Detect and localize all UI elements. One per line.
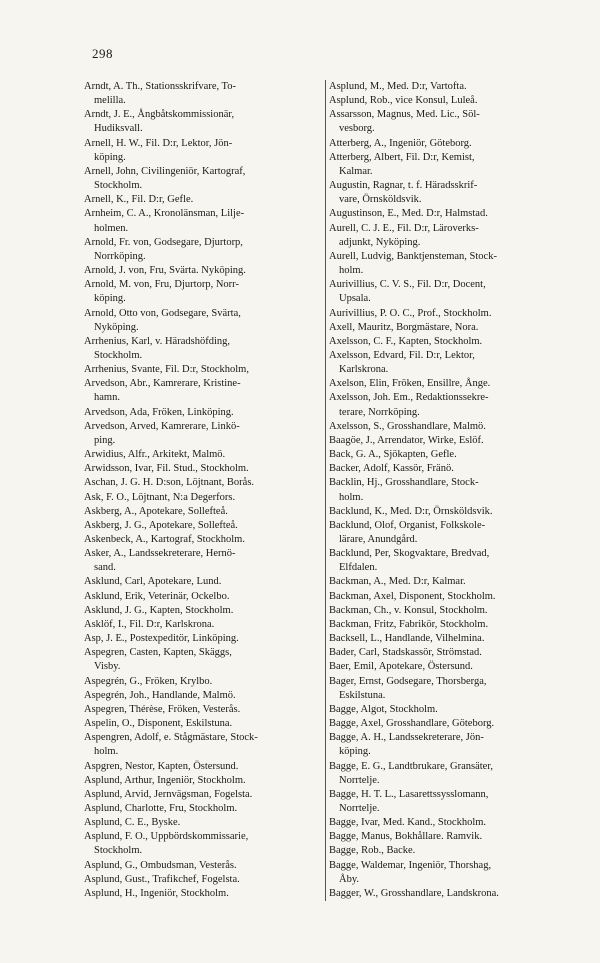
entry-continuation: Stockholm. [94, 349, 143, 361]
page-number: 298 [92, 46, 113, 61]
entry-line: Arwidius, Alfr., Arkitekt, Malmö. [84, 449, 226, 461]
entry-line: Augustinson, E., Med. D:r, Halmstad. [329, 208, 488, 220]
entry-line: Backlund, Olof, Organist, Folkskole- [329, 519, 486, 531]
entry-line: Arvedson, Ada, Fröken, Linköping. [84, 406, 234, 418]
entry-continuation: vare, Örnsköldsvik. [339, 194, 422, 206]
entry-line: Asker, A., Landssekreterare, Hernö- [84, 548, 236, 560]
entry-continuation: köping. [94, 151, 126, 163]
entry-line: Arrhenius, Karl, v. Häradshöfding, [84, 335, 230, 347]
entry-line: Axelsson, S., Grosshandlare, Malmö. [329, 420, 486, 432]
directory-entry [84, 193, 329, 207]
entry-line: Backman, A., Med. D:r, Kalmar. [329, 576, 466, 588]
directory-entry [84, 575, 329, 589]
entry-continuation: Åby. [339, 873, 360, 885]
directory-entry [329, 349, 579, 377]
entry-line: Arvedson, Arved, Kamrerare, Linkö- [84, 420, 240, 432]
directory-entry [329, 703, 579, 717]
entry-line: Arnold, Fr. von, Godsegare, Djurtorp, [84, 236, 243, 248]
directory-entry [329, 335, 579, 349]
entry-line: Asplund, Rob., vice Konsul, Luleå. [329, 95, 478, 107]
directory-entry [84, 618, 329, 632]
entry-line: Backlin, Hj., Grosshandlare, Stock- [329, 477, 479, 489]
entry-line: Bagge, E. G., Landtbrukare, Gransäter, [329, 760, 494, 772]
directory-entry [329, 675, 579, 703]
entry-line: Backman, Fritz, Fabrikör, Stockholm. [329, 618, 489, 630]
entry-line: Axelson, Elin, Fröken, Ensillre, Ånge. [329, 378, 491, 390]
entry-line: Arnold, Otto von, Godsegare, Svärta, [84, 307, 241, 319]
entry-line: Arwidsson, Ivar, Fil. Stud., Stockholm. [84, 463, 249, 475]
left-column [84, 80, 329, 901]
directory-entry [84, 335, 329, 363]
entry-continuation: Upsala. [339, 293, 371, 305]
directory-entry [84, 816, 329, 830]
directory-entry [84, 236, 329, 264]
entry-line: Bagge, Algot, Stockholm. [329, 703, 438, 715]
entry-line: Arvedson, Abr., Kamrerare, Kristine- [84, 378, 241, 390]
entry-line: Aspengren, Adolf, e. Stågmästare, Stock- [84, 732, 258, 744]
directory-entry [84, 547, 329, 575]
directory-entry [329, 434, 579, 448]
entry-continuation: holm. [339, 265, 364, 277]
entry-continuation: holm. [339, 491, 364, 503]
directory-entry [329, 618, 579, 632]
entry-line: Asklund, Erik, Veterinär, Ockelbo. [84, 590, 230, 602]
entry-continuation: adjunkt, Nyköping. [339, 236, 421, 248]
directory-entry [84, 887, 329, 901]
directory-entry [329, 547, 579, 575]
entry-line: Aurell, Ludvig, Banktjensteman, Stock- [329, 250, 497, 262]
directory-entry [329, 760, 579, 788]
directory-entry [329, 420, 579, 434]
entry-line: Aschan, J. G. H. D:son, Löjtnant, Borås. [84, 477, 255, 489]
directory-entry [329, 731, 579, 759]
directory-entry [84, 363, 329, 377]
entry-line: Atterberg, A., Ingeniör, Göteborg. [329, 137, 472, 149]
entry-continuation: holm. [94, 746, 119, 758]
directory-entry [84, 462, 329, 476]
entry-continuation: vesborg. [339, 123, 375, 135]
directory-entry [329, 448, 579, 462]
entry-line: Axelsson, C. F., Kapten, Stockholm. [329, 335, 483, 347]
entry-line: Asklund, J. G., Kapten, Stockholm. [84, 604, 234, 616]
entry-line: Backman, Ch., v. Konsul, Stockholm. [329, 604, 488, 616]
entry-line: Asplund, Arthur, Ingeniör, Stockholm. [84, 774, 246, 786]
entry-continuation: Stockholm. [94, 180, 143, 192]
directory-entry [329, 859, 579, 887]
directory-entry [329, 887, 579, 901]
directory-entry [84, 448, 329, 462]
directory-entry [329, 660, 579, 674]
entry-line: Bagge, Manus, Bokhållare. Ramvik. [329, 831, 483, 843]
entry-line: Backsell, L., Handlande, Vilhelmina. [329, 633, 485, 645]
directory-entry [84, 278, 329, 306]
directory-entry [329, 94, 579, 108]
entry-line: Bagge, Rob., Backe. [329, 845, 416, 857]
directory-entry [329, 137, 579, 151]
entry-line: Backlund, K., Med. D:r, Örnsköldsvik. [329, 505, 493, 517]
directory-entry [84, 675, 329, 689]
entry-line: Bagge, A. H., Landssekreterare, Jön- [329, 732, 484, 744]
directory-entry [329, 321, 579, 335]
entry-line: Bagger, W., Grosshandlare, Landskrona. [329, 887, 499, 899]
entry-continuation: Norrtelje. [339, 774, 380, 786]
entry-continuation: Nyköping. [94, 321, 139, 333]
directory-entry [84, 646, 329, 674]
directory-entry [84, 505, 329, 519]
directory-entry [84, 108, 329, 136]
directory-entry [329, 476, 579, 504]
directory-entry [84, 207, 329, 235]
entry-continuation: melilla. [94, 95, 126, 107]
entry-line: Backlund, Per, Skogvaktare, Bredvad, [329, 548, 490, 560]
directory-entry [329, 830, 579, 844]
entry-line: Atterberg, Albert, Fil. D:r, Kemist, [329, 151, 475, 163]
entry-continuation: hamn. [94, 392, 120, 404]
entry-line: Aurivillius, C. V. S., Fil. D:r, Docent, [329, 279, 486, 291]
entry-line: Aspegren, Thérèse, Fröken, Vesterås. [84, 703, 241, 715]
entry-line: Asplund, Arvid, Jernvägsman, Fogelsta. [84, 788, 253, 800]
entry-line: Backman, Axel, Disponent, Stockholm. [329, 590, 496, 602]
directory-entry [329, 632, 579, 646]
directory-entry [329, 604, 579, 618]
entry-line: Axell, Mauritz, Borgmästare, Nora. [329, 321, 479, 333]
entry-line: Bader, Carl, Stadskassör, Strömstad. [329, 647, 482, 659]
entry-line: Bagge, Ivar, Med. Kand., Stockholm. [329, 817, 487, 829]
entry-continuation: sand. [94, 562, 116, 574]
entry-continuation: köping. [339, 746, 371, 758]
entry-line: Bager, Ernst, Godsegare, Thorsberga, [329, 675, 487, 687]
entry-line: Aspelin, O., Disponent, Eskilstuna. [84, 718, 233, 730]
directory-entry [329, 816, 579, 830]
directory-entry [329, 207, 579, 221]
entry-line: Aurivillius, P. O. C., Prof., Stockholm. [329, 307, 492, 319]
directory-entry [329, 519, 579, 547]
directory-entry [84, 717, 329, 731]
directory-entry [84, 533, 329, 547]
entry-line: Aspegren, Casten, Kapten, Skäggs, [84, 647, 232, 659]
directory-entry [329, 151, 579, 179]
directory-entry [84, 774, 329, 788]
directory-entry [84, 406, 329, 420]
entry-line: Aspgren, Nestor, Kapten, Östersund. [84, 760, 239, 772]
entry-line: Augustin, Ragnar, t. f. Häradsskrif- [329, 180, 478, 192]
entry-line: Asklöf, I., Fil. D:r, Karlskrona. [84, 618, 215, 630]
entry-line: Aspegrén, Joh., Handlande, Malmö. [84, 689, 236, 701]
directory-entry [329, 590, 579, 604]
entry-continuation: köping. [94, 293, 126, 305]
directory-entry [84, 519, 329, 533]
directory-entry [84, 760, 329, 774]
directory-entry [84, 830, 329, 858]
entry-line: Asplund, Charlotte, Fru, Stockholm. [84, 802, 238, 814]
directory-entry [84, 377, 329, 405]
entry-continuation: Norrtelje. [339, 802, 380, 814]
directory-entry [329, 377, 579, 391]
entry-line: Arnold, J. von, Fru, Svärta. Nyköping. [84, 265, 246, 277]
directory-entry [329, 391, 579, 419]
directory-entry [329, 250, 579, 278]
entry-line: Arnell, John, Civilingeniör, Kartograf, [84, 165, 246, 177]
entry-line: Asplund, Gust., Trafikchef, Fogelsta. [84, 873, 240, 885]
directory-entry [84, 731, 329, 759]
directory-entry [84, 476, 329, 490]
entry-line: Aurell, C. J. E., Fil. D:r, Läroverks- [329, 222, 479, 234]
directory-entry [329, 505, 579, 519]
entry-line: Asp, J. E., Postexpeditör, Linköping. [84, 633, 239, 645]
directory-entry [84, 859, 329, 873]
directory-entry [329, 717, 579, 731]
directory-entry [84, 307, 329, 335]
entry-line: Arndt, A. Th., Stationsskrifvare, To- [84, 81, 236, 92]
entry-line: Asplund, C. E., Byske. [84, 817, 181, 829]
directory-entry [84, 689, 329, 703]
entry-line: Baagöe, J., Arrendator, Wirke, Eslöf. [329, 434, 484, 446]
directory-entry [84, 788, 329, 802]
entry-line: Arnell, K., Fil. D:r, Gefle. [84, 194, 194, 206]
entry-continuation: Karlskrona. [339, 364, 389, 376]
directory-entry [329, 80, 579, 94]
entry-line: Back, G. A., Sjökapten, Gefle. [329, 449, 457, 461]
directory-entry [84, 420, 329, 448]
entry-continuation: Elfdalen. [339, 562, 378, 574]
directory-entry [329, 222, 579, 250]
entry-line: Ask, F. O., Löjtnant, N:a Degerfors. [84, 491, 236, 503]
entry-continuation: terare, Norrköping. [339, 406, 420, 418]
directory-entry [84, 873, 329, 887]
entry-continuation: Norrköping. [94, 250, 146, 262]
entry-line: Arnheim, C. A., Kronolänsman, Lilje- [84, 208, 245, 220]
entry-continuation: lärare, Anundgård. [339, 534, 418, 545]
entry-line: Bagge, Waldemar, Ingeniör, Thorshag, [329, 859, 492, 871]
directory-entry [84, 137, 329, 165]
entry-line: Askberg, J. G., Apotekare, Sollefteå. [84, 519, 238, 531]
directory-entry [84, 165, 329, 193]
entry-continuation: Eskilstuna. [339, 689, 386, 701]
entry-continuation: Hudiksvall. [94, 123, 143, 135]
entry-line: Bagge, H. T. L., Lasarettssysslomann, [329, 788, 489, 800]
directory-entry [329, 646, 579, 660]
entry-line: Backer, Adolf, Kassör, Fränö. [329, 463, 454, 475]
entry-continuation: Kalmar. [339, 165, 373, 177]
entry-line: Arnold, M. von, Fru, Djurtorp, Norr- [84, 279, 239, 291]
entry-line: Axelsson, Joh. Em., Redaktionssekre- [329, 392, 489, 404]
entry-line: Aspegrén, G., Fröken, Krylbo. [84, 675, 213, 687]
entry-line: Bagge, Axel, Grosshandlare, Göteborg. [329, 718, 495, 730]
entry-line: Asplund, M., Med. D:r, Vartofta. [329, 81, 467, 92]
entry-line: Arnell, H. W., Fil. D:r, Lektor, Jön- [84, 137, 233, 149]
directory-entry [84, 604, 329, 618]
right-column [325, 80, 579, 901]
directory-entry [329, 844, 579, 858]
entry-continuation: ping. [94, 434, 116, 446]
directory-entry [329, 179, 579, 207]
entry-line: Asplund, G., Ombudsman, Vesterås. [84, 859, 237, 871]
directory-entry [329, 108, 579, 136]
entry-line: Arrhenius, Svante, Fil. D:r, Stockholm, [84, 364, 249, 376]
entry-line: Asplund, F. O., Uppbördskommissarie, [84, 831, 249, 843]
entry-line: Axelsson, Edvard, Fil. D:r, Lektor, [329, 349, 475, 361]
directory-entry [329, 575, 579, 589]
entry-line: Askberg, A., Apotekare, Sollefteå. [84, 505, 228, 517]
directory-entry [329, 788, 579, 816]
entry-line: Asklund, Carl, Apotekare, Lund. [84, 576, 222, 588]
directory-entry [329, 307, 579, 321]
directory-entry [84, 264, 329, 278]
entry-line: Assarsson, Magnus, Med. Lic., Söl- [329, 109, 480, 121]
entry-line: Askenbeck, A., Kartograf, Stockholm. [84, 534, 245, 545]
directory-entry [84, 802, 329, 816]
entry-continuation: holmen. [94, 222, 129, 234]
entry-continuation: Stockholm. [94, 845, 143, 857]
directory-entry [329, 462, 579, 476]
directory-entry [84, 590, 329, 604]
entry-line: Asplund, H., Ingeniör, Stockholm. [84, 887, 229, 899]
entry-continuation: Visby. [94, 661, 121, 673]
entry-line: Arndt, J. E., Ångbåtskommissionär, [84, 109, 235, 121]
directory-entry [84, 632, 329, 646]
directory-entry [329, 278, 579, 306]
entry-line: Baer, Emil, Apotekare, Östersund. [329, 661, 473, 673]
directory-entry [84, 703, 329, 717]
directory-entry [84, 491, 329, 505]
directory-entry [84, 80, 329, 108]
